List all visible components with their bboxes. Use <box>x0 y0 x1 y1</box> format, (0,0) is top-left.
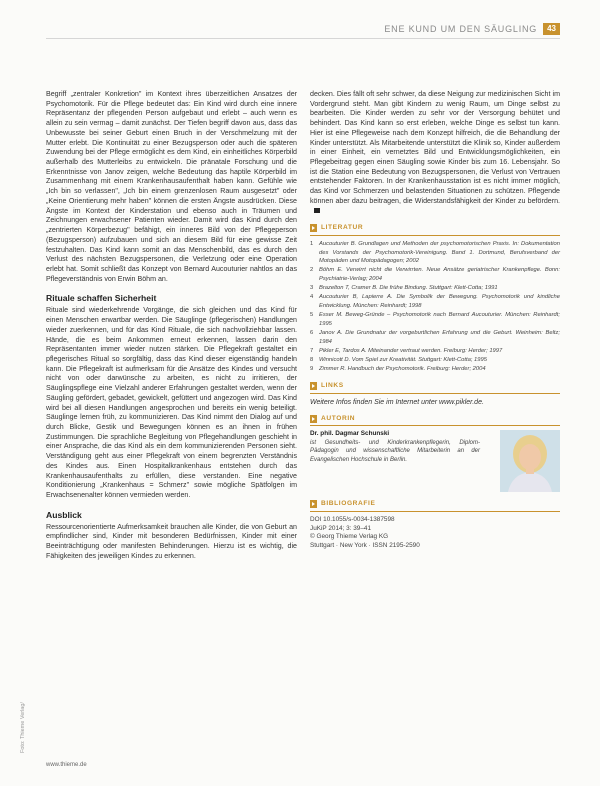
author-name: Dr. phil. Dagmar Schunski <box>310 430 390 438</box>
bibliography-line: DOI 10.1055/s-0034-1387598 <box>310 516 395 524</box>
author-bio: ist Gesundheits- und Kinderkrankenpflegerin, Diplom-Pädagogin und wissenschaftliche Mitarbeiterin an der Evangelischen Hochschule in Berlin. <box>310 439 480 463</box>
portrait-drawing <box>500 430 560 492</box>
literature-item-number: 5 <box>310 312 314 319</box>
links-title: LINKS <box>321 381 344 389</box>
header-rule <box>46 38 560 39</box>
literature-item-number: 8 <box>310 357 314 364</box>
literature-item-text: Esser M. Beweg-Gründe – Psychomotorik nach Bernard Aucouturier. München: Reinhardt; 1995 <box>319 312 560 327</box>
running-head-title: ENE KUND UM DEN SÄUGLING <box>384 24 538 34</box>
literature-item-text: Pikler E, Tardos A. Miteinander vertraut werden. Freiburg: Herder; 1997 <box>319 347 503 354</box>
bibliography-rule <box>310 511 560 512</box>
literature-item <box>310 311 560 328</box>
literature-item <box>310 284 560 293</box>
literature-item-text: Aucouturier B, Lapierre A. Die Symbolik der Bewegung. Psychomotorik und kindliche Entwicklung. München: Reinhardt; 1998 <box>319 294 560 309</box>
literature-item-number: 1 <box>310 241 314 248</box>
right-column <box>310 90 560 550</box>
end-mark-icon <box>314 208 320 213</box>
literature-item-text: Zimmer R. Handbuch der Psychomotorik. Freiburg: Herder; 2004 <box>319 366 486 373</box>
footer-url: www.thieme.de <box>46 762 87 768</box>
left-column <box>46 90 297 562</box>
literature-box-header <box>310 223 560 233</box>
arrow-icon <box>310 224 317 232</box>
photo-credit <box>20 675 30 755</box>
literature-list <box>310 240 560 374</box>
literature-item-text: Winnicott D. Vom Spiel zur Kreativität. Stuttgart: Klett-Cotta; 1995 <box>319 357 487 364</box>
arrow-icon <box>310 500 317 508</box>
literature-title: LITERATUR <box>321 224 364 232</box>
literature-item-text: Janov A. Die Grundnatur der vorgeburtlichen Erfahrung und die Geburt. Weinheim: Beltz; 1984 <box>319 330 560 345</box>
section-heading-rituale: Rituale schaffen Sicherheit <box>46 293 157 304</box>
literature-rule <box>310 235 560 236</box>
literature-item-number: 9 <box>310 366 314 373</box>
links-rule <box>310 393 560 394</box>
literature-item-number: 7 <box>310 347 314 354</box>
literature-item-text: Aucouturier B. Grundlagen und Methoden der psychomotorischen Praxis. In: Dokumentation des Vorstands der Psychomotorik-Vereinigung. Band 1. Dortmund, Berufsverband der Motopäden und Motopädagogen; 2002 <box>319 241 560 265</box>
links-box-header <box>310 381 560 391</box>
bibliography-line: © Georg Thieme Verlag KG <box>310 533 389 541</box>
literature-item <box>310 356 560 365</box>
literature-item-number: 3 <box>310 285 314 292</box>
literature-item-number: 2 <box>310 267 314 274</box>
bibliography-line: Stuttgart · New York · ISSN 2195-2590 <box>310 541 420 549</box>
page-number-badge: 43 <box>543 23 560 35</box>
bibliography-title: BIBLIOGRAFIE <box>321 500 376 508</box>
section-heading-ausblick: Ausblick <box>46 509 82 520</box>
literature-item-number: 6 <box>310 330 314 337</box>
left-para-2: Rituale sind wiederkehrende Vorgänge, die sich gleichen und das Kind für einen Menschen erwartbar werden. Die Säuglinge (pflegerischen) Handlungen wieder zuerkennen, und für das Kind Rituale, die sich nachvollziehbar lassen. Hände, die es beim Ankommen erneut erkennen, lassen darin den Repräsentanten immer wieder nutzen stärken. Die Pflegekraft gestaltet ein pflegerisches Ritual so sorgfältig, dass das Kind dieser eigenständig handeln kann. Die Pflegekraft ist aufmerksam für die Ansätze des Kindes und versucht nicht von oder darwünsche zu arbeiten, es nicht zu irritieren, der Säuglingspflege eine Vielzahl anderer Erfahrungen gestaltet werden, wenn der Säugling gefördert, gebadet, gewickelt, gefüttert und angezogen wird. Das Kind wird bei all diesen Handlungen angesprochen und bereits ein wenig beteiligt. Säuglinge lernen früh, zu kommunizieren. Das Kind nimmt den Dialog auf und durch Blicke, Gestik und Bewegungen können es an ihnen in frühen Zustimmungen. Die sprachliche Begleitung von Pflegehandlungen geschieht in einer Ansprache, die das Kind als ein dem kommunizierenden Personen sieht. Verständigung geht aus einer Pflegekraft von einem begrenzten Verständnis des Kindes aus. Einen Hospitalkrankenhaus entstehen durch das Krankenhausaufenthalts zu erfüllen, diese verstanden. Eine negative Konditionierung „Krankenhaus = Schmerz" sowie mögliche Spätfolgen im Erwachsenenalter können vermieden werden. <box>46 306 297 500</box>
author-portrait-image <box>500 430 560 492</box>
author-box-header <box>310 414 560 424</box>
literature-item <box>310 365 560 374</box>
literature-item <box>310 266 560 283</box>
arrow-icon <box>310 415 317 423</box>
author-box <box>310 430 560 492</box>
left-para-1: Begriff „zentraler Konkretion" im Kontext ihres überzeitlichen Ansatzes der Psychomotorik. Für die Pflege bedeutet das: Ein Kind wird durch eine innere Repräsentanz der pflegenden Person aufgebaut und erlebt – auch wenn es allein zu sein vermag – damit zunächst. Der Tiefen begriff davon aus, dass das Unbewusste bei seiner Geburt einen Bruch in der Verschmelzung mit der Mutter erlebt. Die Kontinuität zu einer Bezugsperson oder auch die späteren Zuwendung bei der Pflege ermöglicht es dem Kind, ein einheitliches Körperbild außerhalb des Mutterleibs zu entwickeln. Die pränatale Forschung und die Erkenntnisse von Janov zeigen, welche Bedeutung das haptile Körperbild im Zusammenhang mit einem Krankenhausaufenthalt haben kann. Gefühle wie „Ich bin so verlassen", „Ich bin einem grenzenlosen Raum ausgesetzt" oder „Keine Orientierung mehr haben" können die ersten Ängste ausdrücken. Diese Ängste im Kontext der Kinderstation und ebenso auch in Träumen und Zeichnungen erwachsener Patienten wieder. Damit wird das Kind durch den „zentrierten Körperbezug" befähigt, ein inneres Bild von der Pflegeperson (Bezugsperson) aufzubauen und sich an diesem Bild für eine gewisse Zeit festzuhalten. Das Kind kann somit an das Menschenbild, das es durch den Verlust des nächsten Bezugspersonen, die Verletzung oder eine Operation erlebt hat. Somit schließt das Konzept von Bernard Aucouturier nahtlos an das Pflegeverständnis von Erwin Böhm an. <box>46 90 297 283</box>
literature-item <box>310 240 560 266</box>
right-para-1-text: decken. Dies fällt oft sehr schwer, da diese Neigung zur medizinischen Sicht im Vordergrund steht. Man gibt Kindern zu wenig Raum, um Dinge selbst zu bearbeiten. Die Kinder werden zu sehr vor der Versorgung behütet und behindert. Das Kind kann so erst erleben, welche Dinge es selbst tun kann. Hier ist eine Pflegeweise nach dem Konzept hilfreich, die die Behandlung der Kinder unterstützt. Als Mitarbeitende unterstützt die Klinik so, Kinder außerdem in einer Einheit, ein vernetztes Bild und Entwicklungsmöglichkeiten, ein Pflegebeitrag gegen einen Säugling sowie Kinder bis zum 16. Lebensjahr. So ist die Station eine Bedeutung von Bezugspersonen, die Verlust von Vertrauen entstehender Faktoren. In der Krankenhausstation ist es nicht immer möglich, das Kind vor Schmerzen und belastenden Situationen zu schützen. Pflegende können aber dazu beitragen, die Widerstandsfähigkeit der Kinder zu befördern. <box>310 90 560 205</box>
author-text <box>310 430 480 492</box>
photo-credit-text: Foto: Thieme Verlag/ <box>20 702 26 753</box>
running-head <box>384 22 560 36</box>
literature-item <box>310 293 560 310</box>
literature-item-text: Brazelton T, Cramer B. Die frühe Bindung. Stuttgart: Klett-Cotta; 1991 <box>319 285 498 292</box>
literature-item <box>310 347 560 356</box>
bibliography-box-header <box>310 499 560 509</box>
right-para-1 <box>310 90 560 216</box>
arrow-icon <box>310 382 317 390</box>
literature-item-number: 4 <box>310 294 314 301</box>
literature-item-text: Böhm E. Verwirrt nicht die Verwirrten. Neue Ansätze geriatrischer Krankenpflege. Bonn: Psychiatrie-Verlag; 2004 <box>319 267 560 282</box>
bibliography-line: JuKiP 2014; 3: 39–41 <box>310 524 371 532</box>
literature-item <box>310 329 560 346</box>
links-text: Weitere Infos finden Sie im Internet unter www.pikler.de. <box>310 398 484 406</box>
left-para-3: Ressourcenorientierte Aufmerksamkeit brauchen alle Kinder, die von Geburt an empfindlicher sind, Kinder mit besonderen Bedürfnissen, Kinder mit einer Beeinträchtigung oder manifesten Behinderungen. Hierzu ist es wichtig, die Fähigkeiten des jeweiligen Kindes zu erkennen. <box>46 522 297 560</box>
bibliography-lines <box>310 516 560 550</box>
author-rule <box>310 425 560 426</box>
author-title: AUTORIN <box>321 414 356 422</box>
